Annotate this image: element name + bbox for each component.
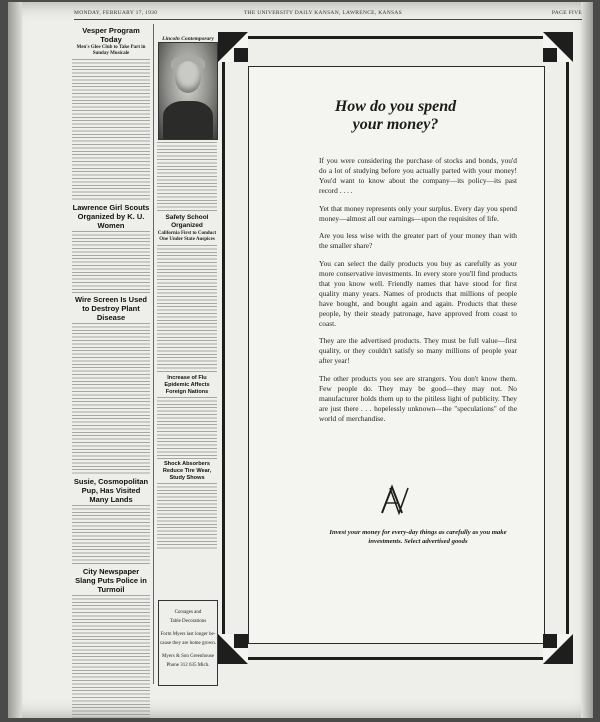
florist-line: Form Myers last longer be- (160, 632, 216, 637)
article-text-susie (72, 505, 150, 565)
ad-tagline: Invest your money for every-day things as carefully as you make investments. Select advertised goods (329, 529, 507, 545)
headline-susie: Susie, Cosmopolitan Pup, Has Visited Many Lands (73, 477, 149, 504)
article-text-epidemic (157, 397, 217, 459)
portrait-caption: Lincoln Contemporary (162, 36, 214, 42)
ad-paragraph: They are the advertised products. They must be full value—first quality, or they couldn't satisfy so many millions of people year after year! (319, 336, 517, 365)
ad-paragraph: The other products you see are strangers. You don't know them. Few people do. They may be good—they may not. No manufacturer holds them up to the pitiless light of publicity. They are just there . . . hopelessly unknown—the "speculations" of the world of merchandise. (319, 373, 517, 423)
article-text-portrait (157, 142, 217, 212)
ad-headline-line-1: How do you spend (334, 98, 457, 115)
florist-advertisement (158, 600, 218, 686)
florist-line: cause they are home grown. (160, 641, 216, 646)
article-text-wire-screen (72, 323, 150, 475)
masthead-rule (74, 19, 582, 20)
masthead-date: MONDAY, FEBRUARY 17, 1930 (74, 10, 158, 16)
ad-logo-icon (379, 484, 411, 516)
portrait-face (175, 61, 201, 93)
headline-safety-school: Safety School Organized (165, 214, 209, 229)
article-text-safety-school (157, 245, 217, 373)
florist-line: Corsages and (174, 610, 202, 615)
headline-vesper: Vesper Program Today (82, 26, 140, 44)
column-middle (157, 142, 217, 597)
page-edge-right (581, 2, 593, 718)
masthead-paper-name: THE UNIVERSITY DAILY KANSAN, LAWRENCE, KANSAS (244, 10, 402, 16)
masthead-page-number: PAGE FIVE (551, 10, 582, 16)
portrait-body (163, 101, 213, 139)
corner-ornament-bottom-right (543, 634, 573, 664)
headline-girl-scouts: Lawrence Girl Scouts Organized by K. U. Women (72, 203, 150, 230)
florist-line: Table Decorations (169, 619, 207, 624)
article-text-shock (157, 483, 217, 551)
advertisement (218, 32, 573, 664)
subhead-vesper: Men's Glee Club to Take Part in Sunday Musicale (76, 45, 146, 56)
article-text-city-newspaper (72, 595, 150, 718)
ad-logo-av (379, 484, 411, 516)
portrait-photo (158, 42, 218, 140)
ad-paragraph: If you were considering the purchase of stocks and bonds, you'd do a lot of studying before you actually parted with your money! You'd want to know about the company—its policy—its past record . . . . (319, 156, 517, 195)
headline-wire-screen: Wire Screen Is Used to Destroy Plant Disease (74, 295, 148, 322)
corner-ornament-top-left (218, 32, 248, 62)
florist-line: Phone 312 635 Mich. (166, 663, 210, 668)
article-text-girl-scouts (72, 231, 150, 293)
corner-ornament-top-right (543, 32, 573, 62)
ad-body (319, 156, 517, 431)
headline-shock: Shock Absorbers Reduce Tire Wear, Study Shows (162, 461, 212, 481)
page-edge-left (8, 2, 22, 718)
column-rule (153, 24, 154, 684)
ad-headline-line-2: your money? (352, 116, 439, 133)
article-text-vesper (72, 59, 150, 201)
florist-line: Myers & Son Greenhouse (161, 654, 215, 659)
ad-paragraph: Yet that money represents only your surplus. Every day you spend money—almost all our earnings—upon the requisites of life. (319, 203, 517, 223)
subhead-safety-school: California First to Conduct One Under State Auspices (157, 231, 217, 242)
headline-epidemic: Increase of Flu Epidemic Affects Foreign Nations (164, 375, 210, 395)
ad-paragraph: You can select the daily products you buy as carefully as your more conservative investments. In every store you'll find products that you know well. Friendly names that have stood for first quality many years. Names of products that millions of people have bought, and bought again and again. Products that these people, by their steady patronage, have approved from coast to coast. (319, 258, 517, 328)
ad-headline (218, 98, 573, 134)
newspaper-page (8, 2, 593, 718)
ad-paragraph: Are you less wise with the greater part of your money than with the smaller share? (319, 231, 517, 250)
column-left (72, 24, 150, 684)
corner-ornament-bottom-left (218, 634, 248, 664)
headline-city-newspaper: City Newspaper Slang Puts Police in Turmoil (75, 567, 147, 594)
